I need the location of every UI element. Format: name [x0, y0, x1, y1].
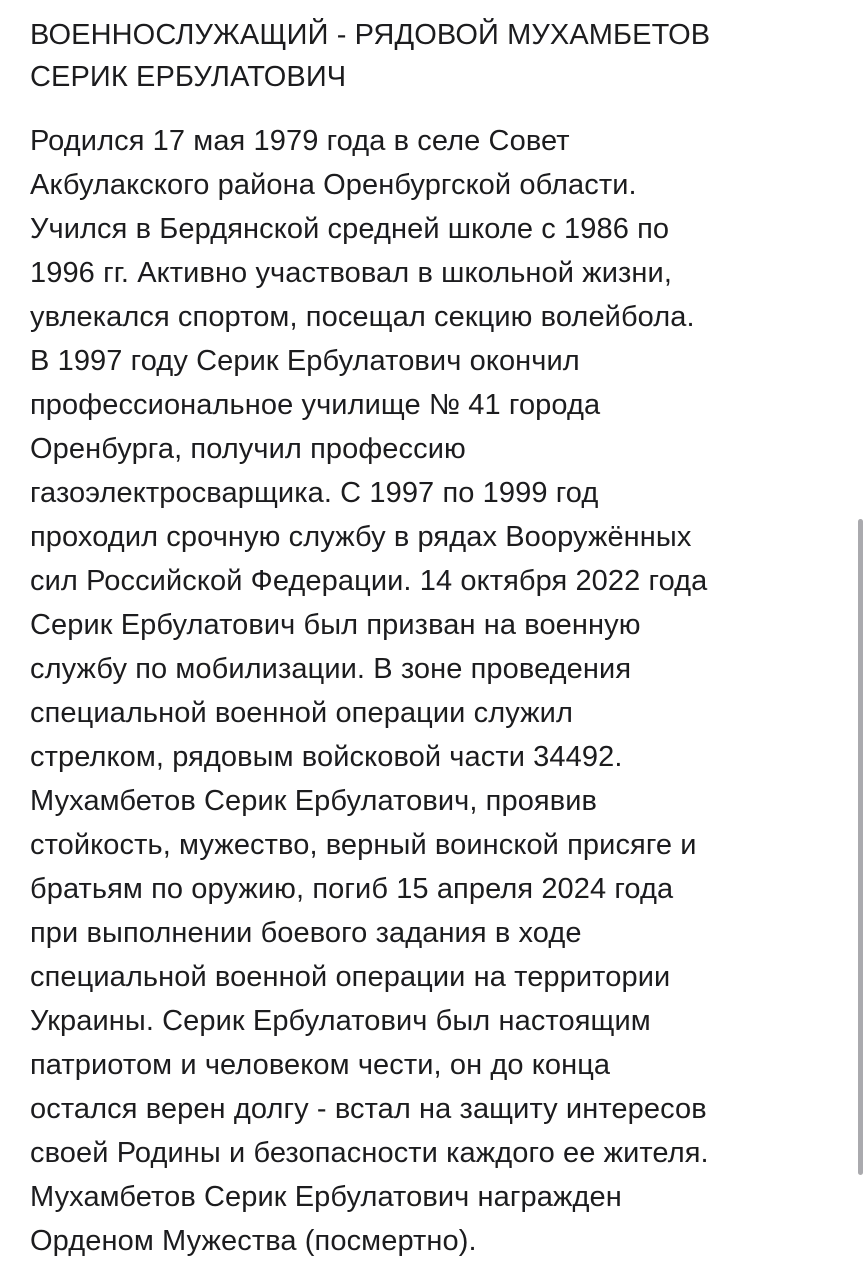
body-line: остался верен долгу - встал на защиту интересов [30, 1093, 707, 1125]
title-line: ВОЕННОСЛУЖАЩИЙ - РЯДОВОЙ МУХАМБЕТОВ [30, 19, 711, 51]
body-line: Украины. Серик Ербулатович был настоящим [30, 1005, 651, 1037]
document-title [30, 14, 845, 98]
document [30, 14, 845, 1263]
body-line: специальной военной операции на территории [30, 961, 671, 993]
vertical-scrollbar[interactable] [858, 519, 863, 1175]
body-line: патриотом и человеком чести, он до конца [30, 1049, 611, 1081]
body-line: Акбулакского района Оренбургской области. [30, 169, 637, 201]
body-line: газоэлектросварщика. С 1997 по 1999 год [30, 477, 599, 509]
body-line: проходил срочную службу в рядах Вооружённых [30, 521, 692, 553]
body-line: Орденом Мужества (посмертно). [30, 1225, 477, 1257]
body-line: службу по мобилизации. В зоне проведения [30, 653, 632, 685]
body-line: братьям по оружию, погиб 15 апреля 2024 года [30, 873, 674, 905]
body-line: Мухамбетов Серик Ербулатович, проявив [30, 785, 598, 817]
body-line: 1996 гг. Активно участвовал в школьной жизни, [30, 257, 672, 289]
body-line: профессиональное училище № 41 города [30, 389, 601, 421]
body-line: Мухамбетов Серик Ербулатович награжден [30, 1181, 622, 1213]
body-line: увлекался спортом, посещал секцию волейбола. [30, 301, 695, 333]
body-line: специальной военной операции служил [30, 697, 574, 729]
body-line: своей Родины и безопасности каждого ее жителя. [30, 1137, 709, 1169]
title-line: СЕРИК ЕРБУЛАТОВИЧ [30, 61, 347, 93]
body-line: при выполнении боевого задания в ходе [30, 917, 582, 949]
body-line: Родился 17 мая 1979 года в селе Совет [30, 125, 570, 157]
body-line: Серик Ербулатович был призван на военную [30, 609, 641, 641]
body-line: В 1997 году Серик Ербулатович окончил [30, 345, 580, 377]
body-line: Оренбурга, получил профессию [30, 433, 466, 465]
body-line: стрелком, рядовым войсковой части 34492. [30, 741, 623, 773]
body-line: стойкость, мужество, верный воинской присяге и [30, 829, 697, 861]
body-line: сил Российской Федерации. 14 октября 2022 года [30, 565, 708, 597]
body-line: Учился в Бердянской средней школе с 1986 по [30, 213, 670, 245]
document-body [30, 119, 845, 1263]
